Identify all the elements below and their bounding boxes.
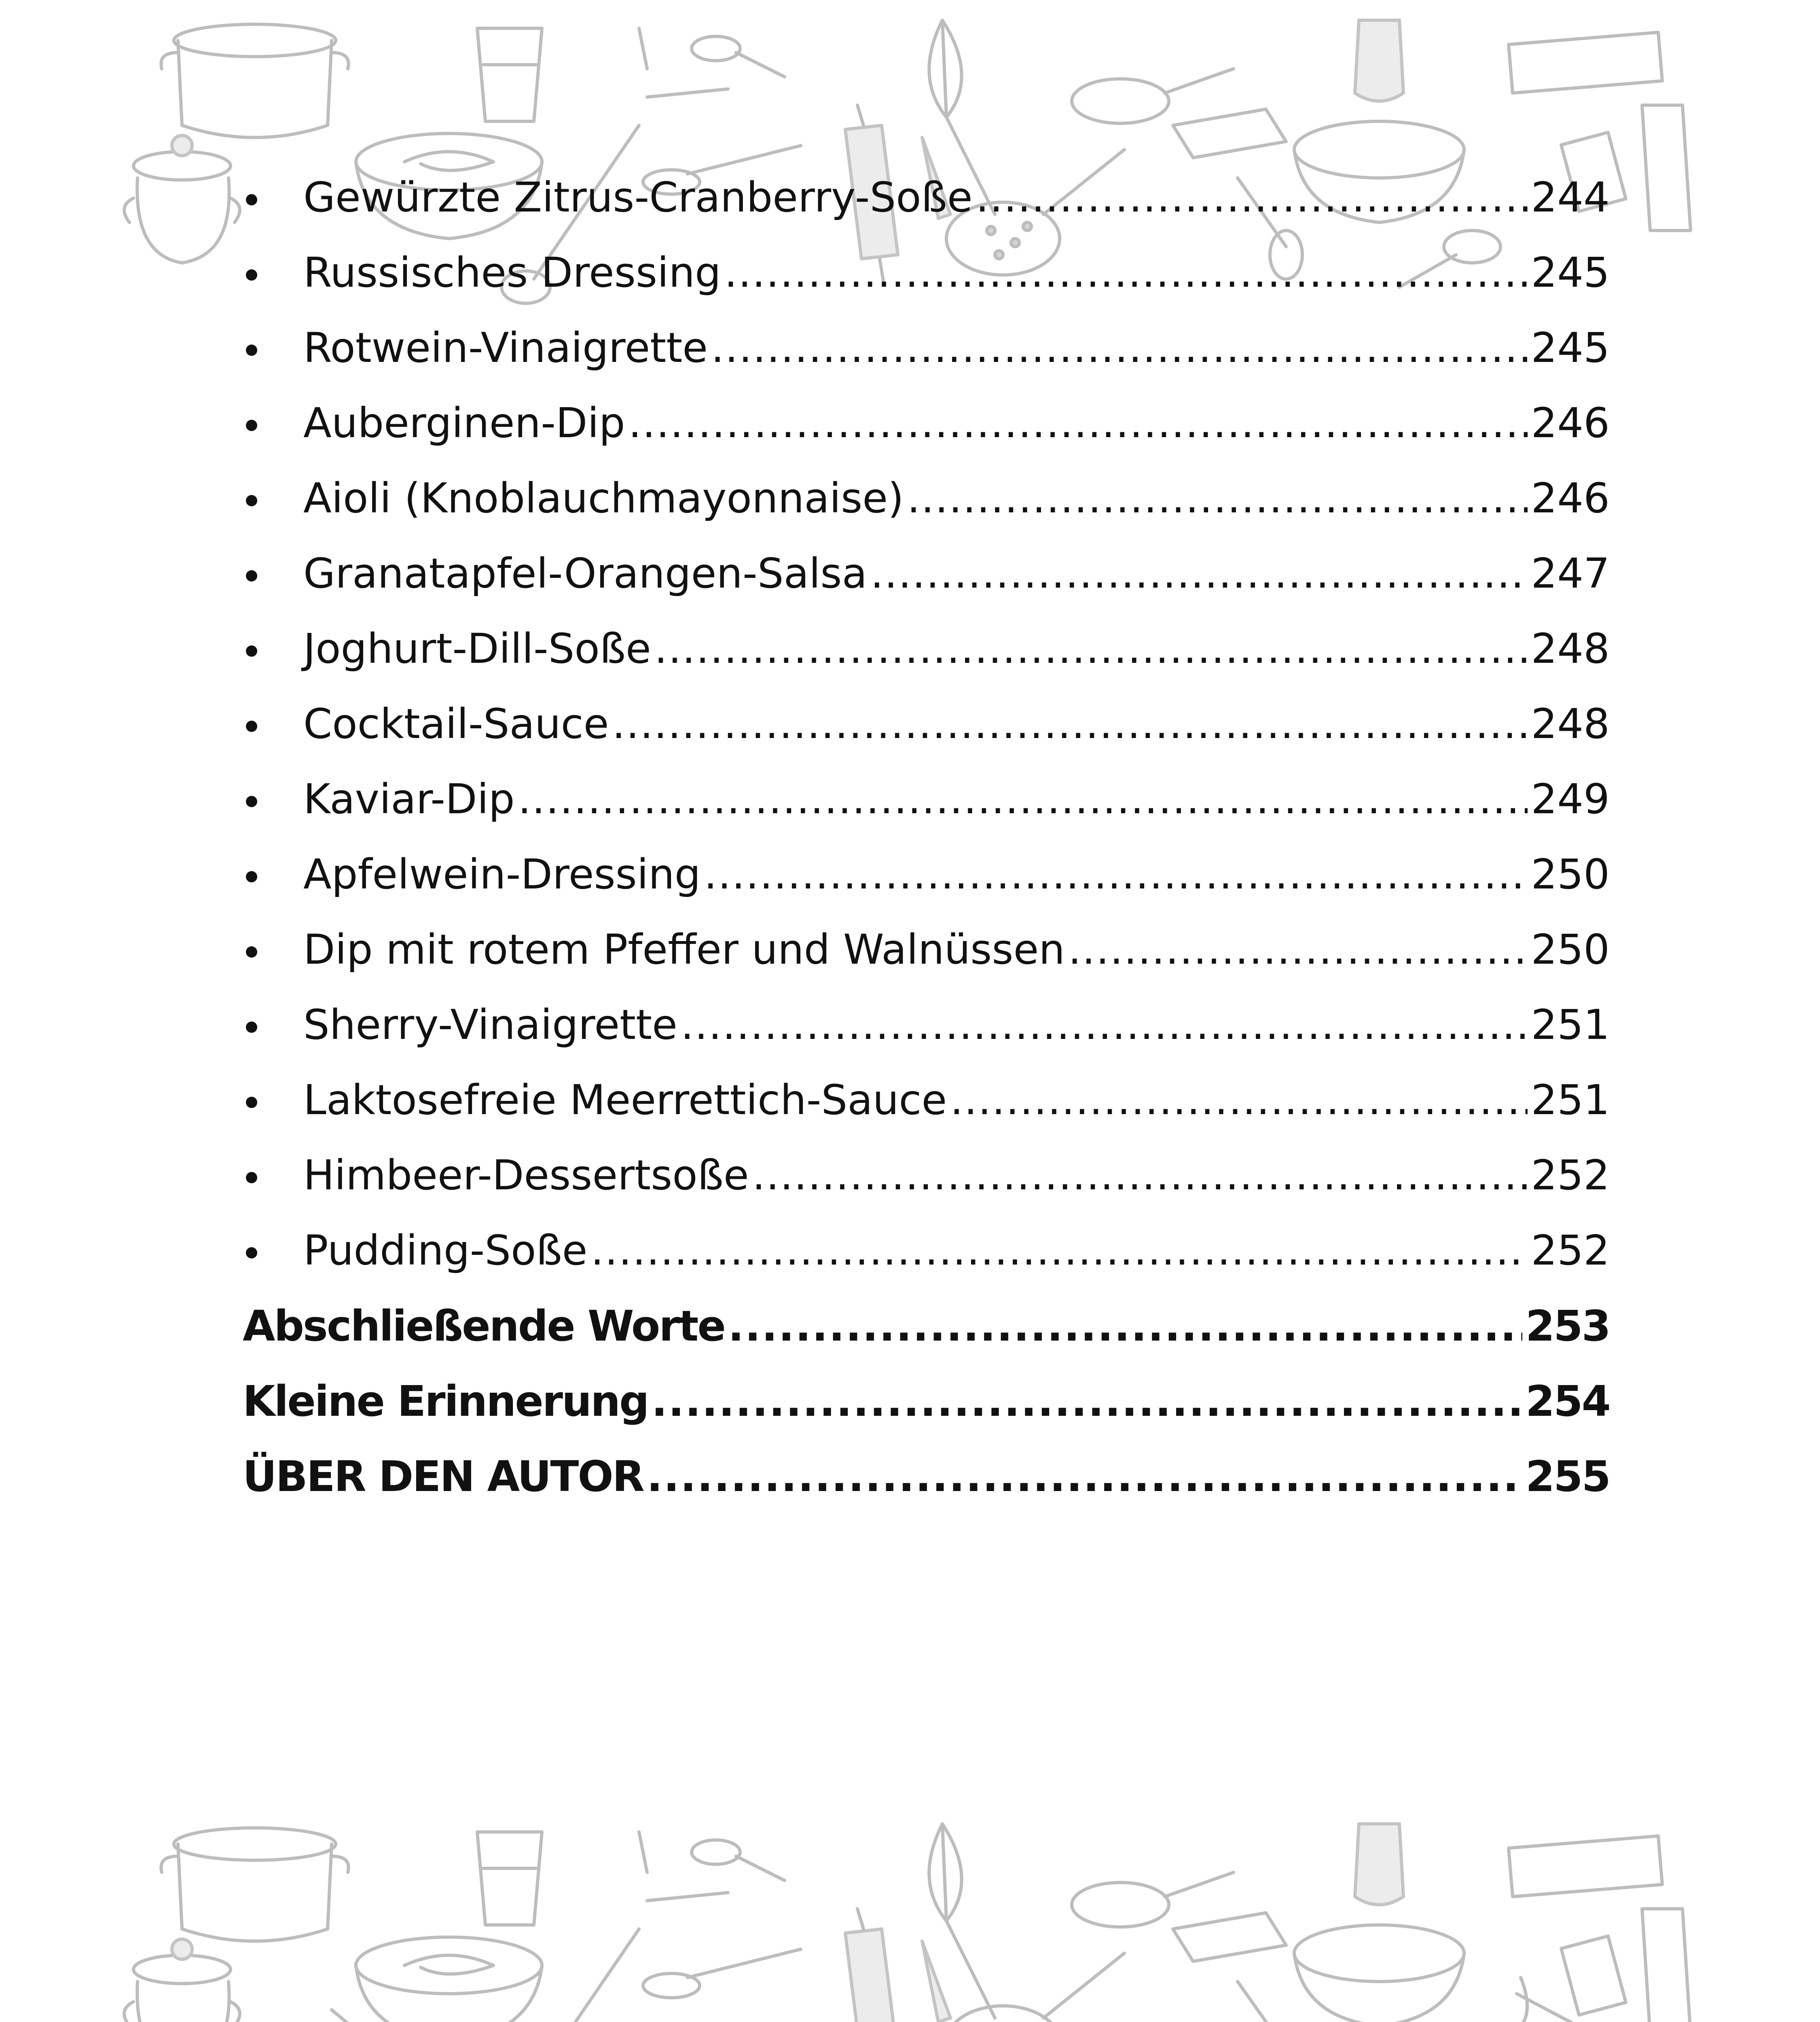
toc-entry-title: Kleine Erinnerung <box>243 1377 648 1426</box>
dot-leader <box>647 1439 1522 1514</box>
dot-leader <box>907 461 1528 536</box>
bullet-icon <box>243 1213 303 1288</box>
toc-entry-title: Pudding-Soße <box>303 1227 588 1275</box>
toc-entry-title: Rotwein-Vinaigrette <box>303 324 708 372</box>
dot-leader <box>612 687 1528 762</box>
kitchen-utensils-illustration-bottom <box>121 1808 1699 2022</box>
toc-entry-title: Joghurt-Dill-Soße <box>303 625 651 673</box>
toc-sub-entry[interactable] <box>243 762 1610 837</box>
toc-page-number: 247 <box>1531 550 1610 598</box>
toc-sub-entry[interactable] <box>243 687 1610 762</box>
bullet-icon <box>243 762 303 837</box>
toc-page-number: 248 <box>1531 625 1610 673</box>
dot-leader <box>724 235 1528 311</box>
dot-leader <box>518 762 1528 837</box>
dot-leader <box>629 386 1528 461</box>
dot-leader <box>591 1213 1528 1288</box>
toc-page-number: 250 <box>1531 850 1610 899</box>
toc-sub-entry[interactable] <box>243 160 1610 235</box>
toc-sub-entry[interactable] <box>243 988 1610 1063</box>
toc-page-number: 246 <box>1531 399 1610 447</box>
dot-leader <box>728 1288 1522 1364</box>
toc-main-entry[interactable] <box>243 1364 1610 1439</box>
toc-page-number: 255 <box>1525 1452 1610 1501</box>
dot-leader <box>704 837 1528 912</box>
toc-entry-title: Auberginen-Dip <box>303 399 625 447</box>
toc-sub-entry[interactable] <box>243 235 1610 311</box>
bullet-icon <box>243 386 303 461</box>
toc-sub-entry[interactable] <box>243 536 1610 611</box>
bullet-icon <box>243 912 303 988</box>
toc-page-number: 245 <box>1531 249 1610 297</box>
dot-leader <box>654 611 1528 687</box>
toc-entry-title: Kaviar-Dip <box>303 775 515 823</box>
bullet-icon <box>243 311 303 386</box>
toc-main-entry[interactable] <box>243 1288 1610 1364</box>
bullet-icon <box>243 235 303 311</box>
toc-sub-entry[interactable] <box>243 1063 1610 1138</box>
dot-leader <box>752 1138 1528 1213</box>
bullet-icon <box>243 988 303 1063</box>
toc-entry-title: Granatapfel-Orangen-Salsa <box>303 550 868 598</box>
dot-leader <box>711 311 1528 386</box>
toc-page-number: 250 <box>1531 926 1610 974</box>
toc-entry-title: Sherry-Vinaigrette <box>303 1001 677 1049</box>
toc-page-number: 253 <box>1525 1301 1610 1351</box>
toc-entry-title: Himbeer-Dessertsoße <box>303 1151 749 1199</box>
bullet-icon <box>243 611 303 687</box>
toc-sub-entry[interactable] <box>243 912 1610 988</box>
toc-page-number: 252 <box>1531 1151 1610 1199</box>
bullet-icon <box>243 536 303 611</box>
dot-leader <box>976 160 1528 235</box>
dot-leader <box>950 1063 1528 1138</box>
bullet-icon <box>243 687 303 762</box>
dot-leader <box>681 988 1528 1063</box>
toc-entry-title: Russisches Dressing <box>303 249 721 297</box>
toc-entry-title: Abschließende Worte <box>243 1301 725 1351</box>
kitchen-utensils-art <box>121 1808 1699 2022</box>
toc-sub-entry[interactable] <box>243 386 1610 461</box>
toc-entry-title: Gewürzte Zitrus-Cranberry-Soße <box>303 173 973 222</box>
toc-page-number: 254 <box>1525 1377 1610 1426</box>
toc-sub-entry[interactable] <box>243 461 1610 536</box>
toc-sub-entry[interactable] <box>243 1213 1610 1288</box>
toc-entry-title: Laktosefreie Meerrettich-Sauce <box>303 1076 947 1124</box>
bullet-icon <box>243 1138 303 1213</box>
bullet-icon <box>243 1063 303 1138</box>
toc-page-number: 249 <box>1531 775 1610 823</box>
toc-sub-entry[interactable] <box>243 1138 1610 1213</box>
bullet-icon <box>243 837 303 912</box>
table-of-contents <box>243 160 1610 1514</box>
toc-page-number: 246 <box>1531 474 1610 522</box>
toc-entry-title: Aioli (Knoblauchmayonnaise) <box>303 474 904 522</box>
dot-leader <box>652 1364 1522 1439</box>
toc-page-number: 244 <box>1531 173 1610 222</box>
toc-sub-entry[interactable] <box>243 611 1610 687</box>
toc-entry-title: ÜBER DEN AUTOR <box>243 1452 643 1501</box>
dot-leader <box>1068 912 1528 988</box>
toc-entry-title: Dip mit rotem Pfeffer und Walnüssen <box>303 926 1065 974</box>
toc-page-number: 251 <box>1531 1001 1610 1049</box>
toc-entry-title: Apfelwein-Dressing <box>303 850 701 899</box>
toc-sub-entry[interactable] <box>243 837 1610 912</box>
toc-page-number: 252 <box>1531 1227 1610 1275</box>
toc-main-entry[interactable] <box>243 1439 1610 1514</box>
bullet-icon <box>243 461 303 536</box>
toc-page-number: 251 <box>1531 1076 1610 1124</box>
dot-leader <box>870 536 1528 611</box>
bullet-icon <box>243 160 303 235</box>
toc-entry-title: Cocktail-Sauce <box>303 700 609 748</box>
toc-page-number: 245 <box>1531 324 1610 372</box>
toc-sub-entry[interactable] <box>243 311 1610 386</box>
toc-page-number: 248 <box>1531 700 1610 748</box>
